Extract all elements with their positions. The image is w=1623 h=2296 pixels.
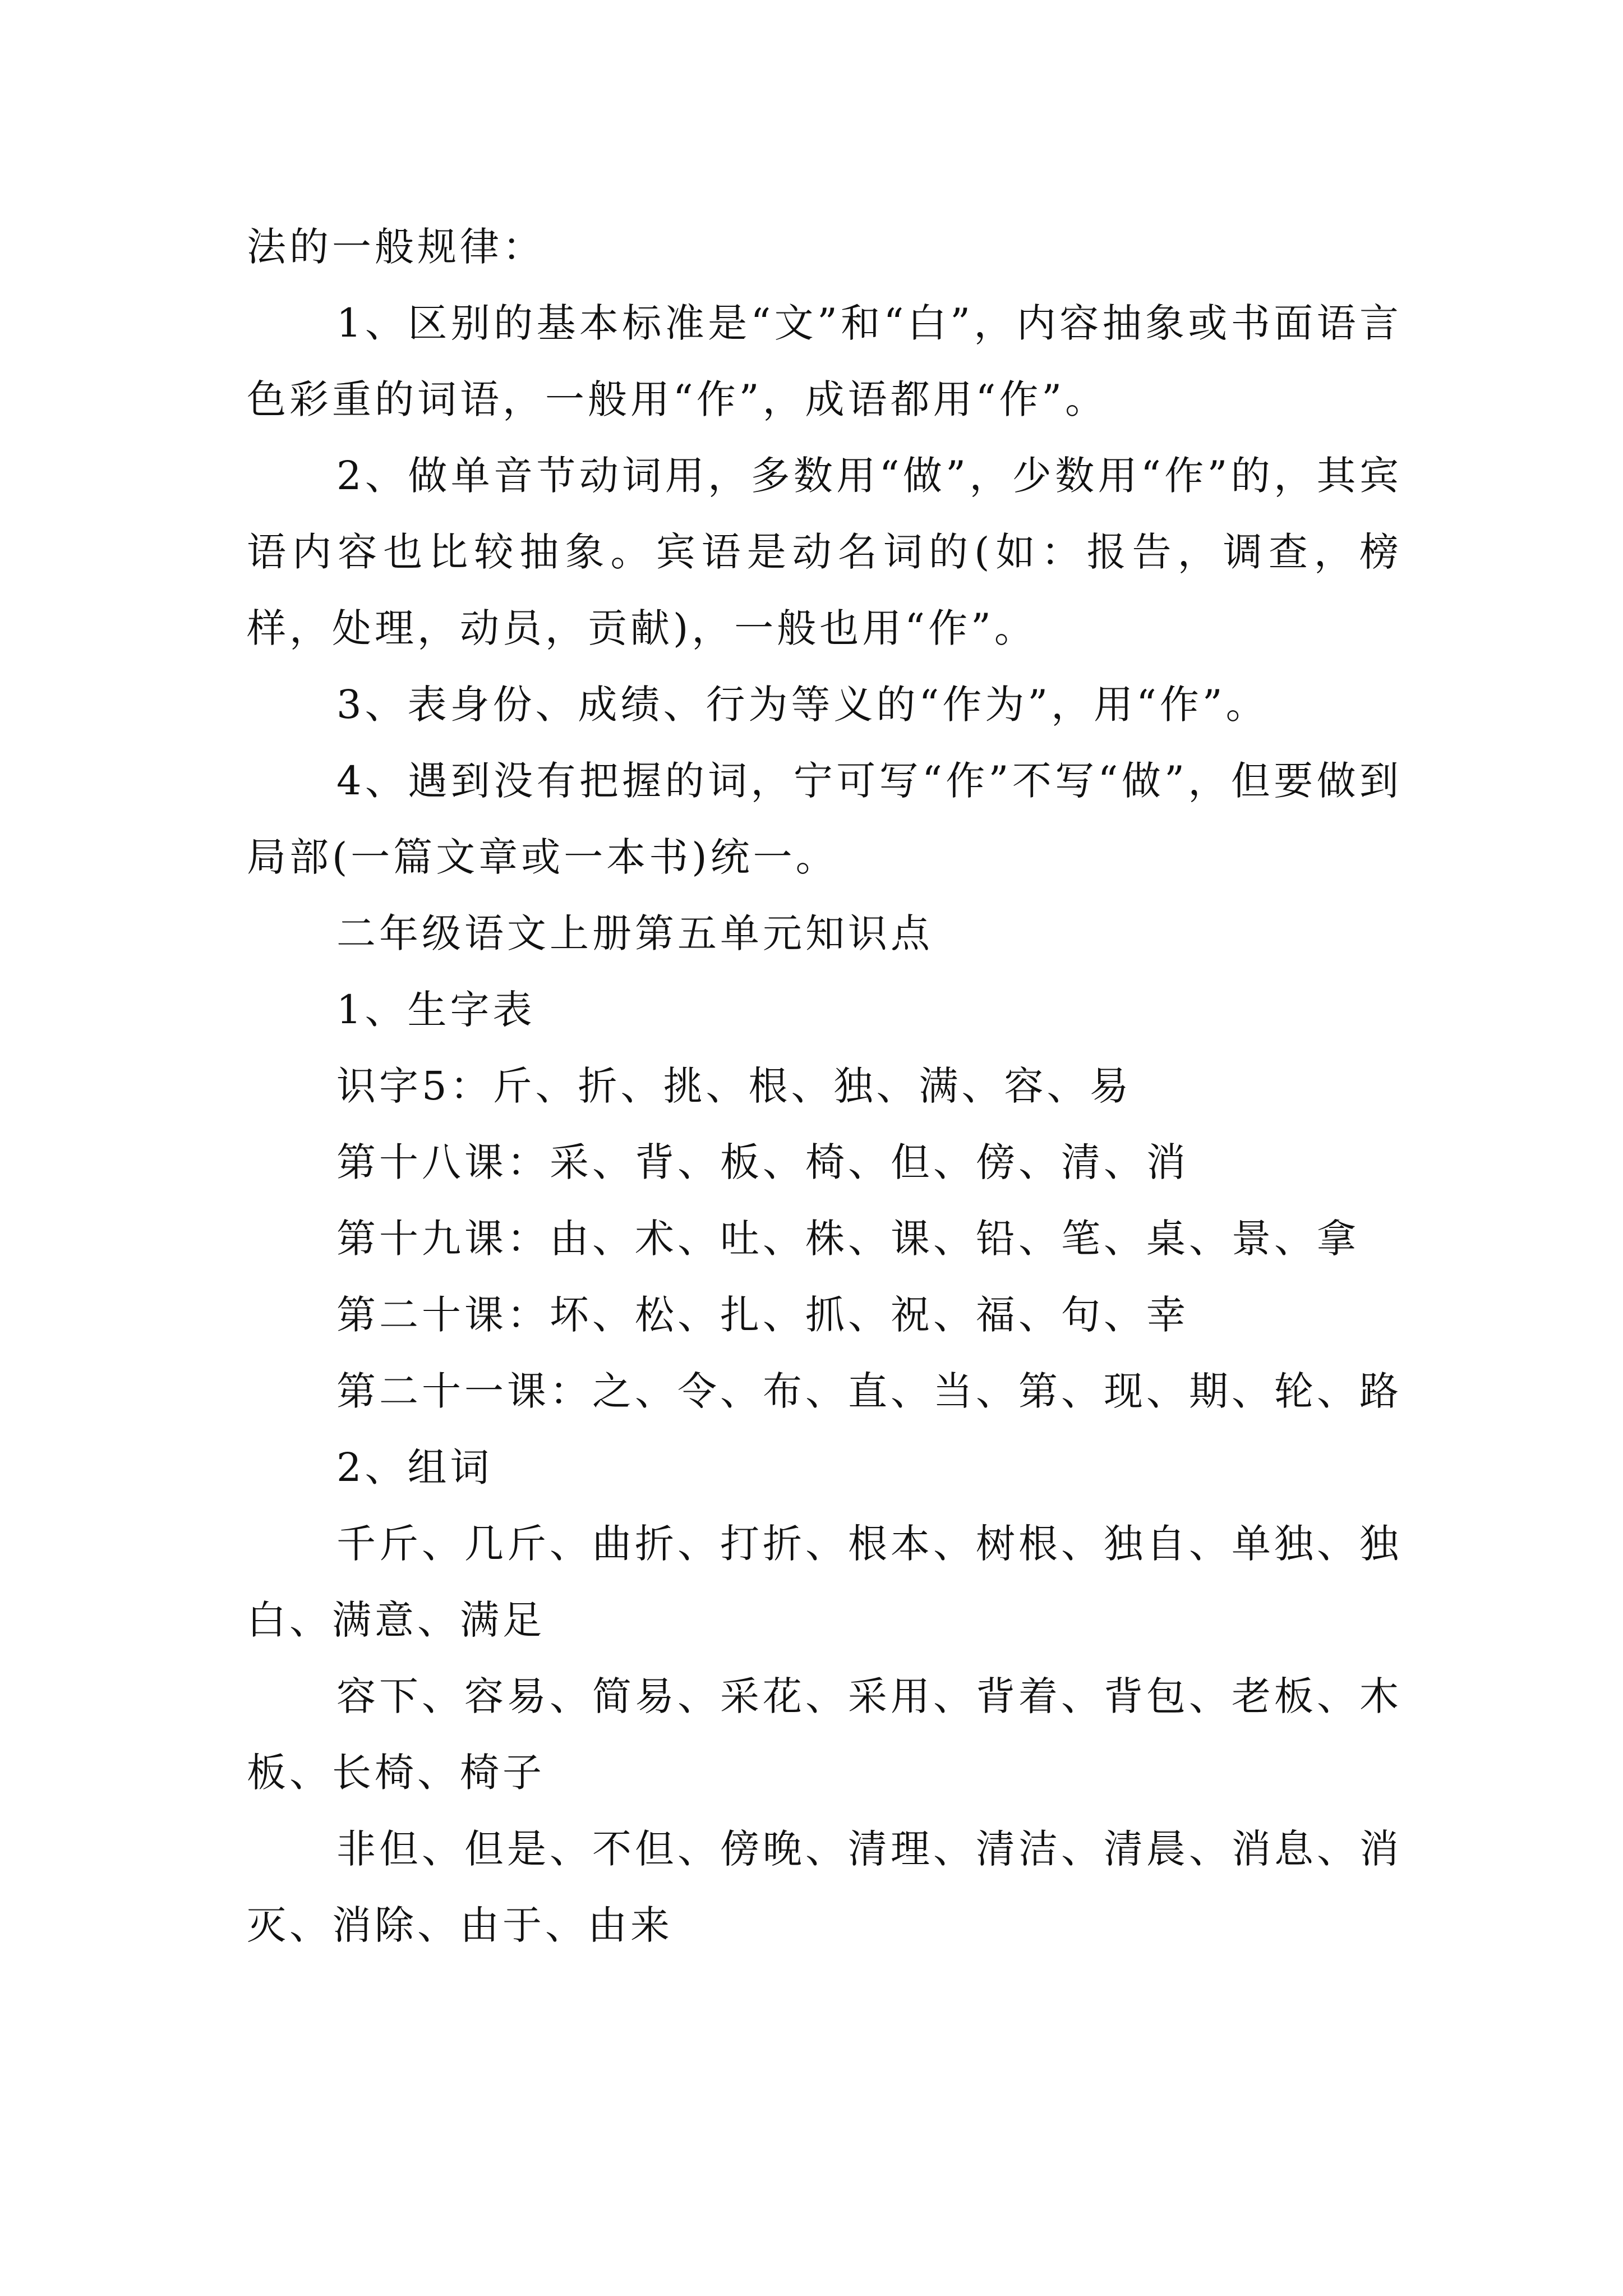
character-list-lesson-19: 第十九课：由、术、吐、株、课、铅、笔、桌、景、拿 — [336, 1216, 1359, 1262]
paragraph-rule-3: 3、表身份、成绩、行为等义的“作为”，用“作”。 — [336, 682, 1269, 728]
paragraph-intro: 法的一般规律： — [247, 224, 545, 270]
character-list-lesson-20: 第二十课：坏、松、扎、抓、祝、福、句、幸 — [336, 1292, 1189, 1338]
word-list-1: 千斤、几斤、曲折、打折、根本、树根、独自、单独、独白、满意、满足 — [247, 1521, 1402, 1643]
character-list-lesson-21: 第二十一课：之、令、布、直、当、第、现、期、轮、路 — [336, 1368, 1402, 1414]
document-body — [247, 209, 1402, 1963]
subheading-character-table: 1、生字表 — [336, 987, 536, 1033]
character-list-lesson-18: 第十八课：采、背、板、椅、但、傍、清、消 — [336, 1139, 1189, 1185]
paragraph-rule-2: 2、做单音节动词用，多数用“做”，少数用“作”的，其宾语内容也比较抽象。宾语是动名词的(如：报告，调查，榜样，处理，动员，贡献)，一般也用“作”。 — [247, 453, 1402, 651]
character-list-literacy-5: 识字5：斤、折、挑、根、独、满、容、易 — [336, 1063, 1132, 1109]
paragraph-rule-1: 1、区别的基本标准是“文”和“白”，内容抽象或书面语言色彩重的词语，一般用“作”，成语都用“作”。 — [247, 300, 1402, 422]
section-heading: 二年级语文上册第五单元知识点 — [336, 910, 933, 956]
paragraph-rule-4: 4、遇到没有把握的词，宁可写“作”不写“做”，但要做到局部(一篇文章或一本书)统一。 — [247, 758, 1402, 880]
word-list-3: 非但、但是、不但、傍晚、清理、清洁、清晨、消息、消灭、消除、由于、由来 — [247, 1826, 1402, 1948]
word-list-2: 容下、容易、简易、采花、采用、背着、背包、老板、木板、长椅、椅子 — [247, 1673, 1402, 1796]
subheading-word-building: 2、组词 — [336, 1444, 493, 1490]
